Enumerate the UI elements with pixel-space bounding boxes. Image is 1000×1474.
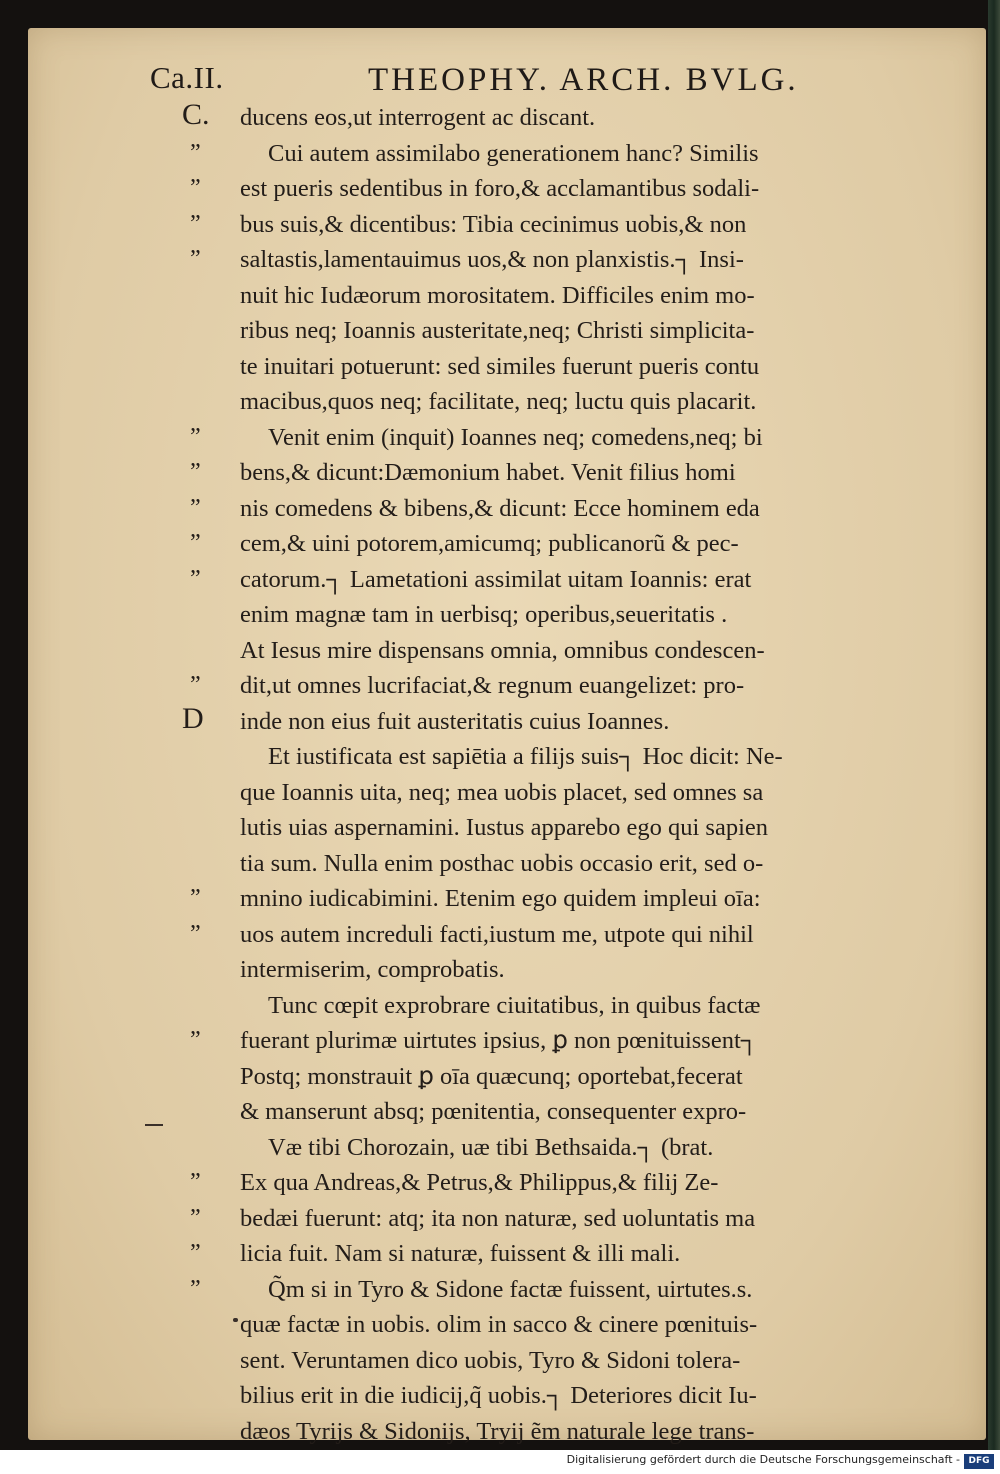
margin-quote-mark: ” (190, 210, 201, 237)
margin-quote-mark: ” (190, 1169, 201, 1195)
margin-quote-mark: ” (190, 672, 201, 698)
text-line: bus suis,& dicentibus: Tibia cecinimus uobis,& non (240, 210, 747, 238)
text-line: est pueris sedentibus in foro,& acclamantibus sodali- (240, 175, 760, 202)
margin-quote-mark: ” (190, 530, 201, 556)
margin-quote-mark: ” (190, 423, 201, 450)
text-line: Venit enim (inquit) Ioannes neq; comedens,neq; bi (268, 423, 763, 451)
text-line: Q̃m si in Tyro & Sidone factæ fuissent, uirtutes.s. (268, 1275, 753, 1303)
margin-quote-mark: ” (190, 1240, 201, 1266)
text-line: licia fuit. Nam si naturæ, fuissent & illi mali. (240, 1240, 681, 1267)
text-line: ribus neq; Ioannis austeritate,neq; Christi simplicita- (240, 317, 755, 344)
text-line: fuerant plurimæ uirtutes ipsius, ꝑ non pœnituissent┐ (240, 1027, 759, 1054)
text-line: nis comedens & bibens,& dicunt: Ecce hominem eda (240, 494, 760, 522)
page-text (240, 100, 940, 1449)
text-line: lutis uias aspernamini. Iustus apparebo ego qui sapien (240, 814, 768, 841)
text-line: cem,& uini potorem,amicumq; publicanorũ & pec- (240, 530, 739, 557)
text-line: quæ factæ in uobis. olim in sacco & cinere pœnituis- (240, 1311, 758, 1338)
text-line: & manserunt absq; pœnitentia, consequenter expro- (240, 1098, 747, 1125)
text-line: Cui autem assimilabo generationem hanc? Similis (268, 139, 759, 167)
margin-section-letter: D (182, 701, 204, 735)
dfg-logo: DFG (964, 1454, 994, 1469)
margin-quote-mark: ” (190, 1204, 201, 1231)
text-line: te inuitari potuerunt: sed similes fuerunt pueris contu (240, 352, 760, 380)
text-line: Tunc cœpit exprobrare ciuitatibus, in quibus factæ (268, 991, 761, 1019)
margin-mark (145, 1124, 163, 1126)
text-line: nuit hic Iudæorum morositatem. Difficiles enim mo- (240, 281, 755, 309)
margin-quote-mark: ” (190, 1275, 201, 1302)
text-line: bedæi fuerunt: atq; ita non naturæ, sed uoluntatis ma (240, 1204, 756, 1232)
margin-quote-mark: ” (190, 920, 201, 947)
text-line: saltastis,lamentauimus uos,& non planxistis.┐ Insi- (240, 246, 744, 273)
text-line: macibus,quos neq; facilitate, neq; luctu quis placarit. (240, 388, 757, 415)
margin-quote-mark: ” (190, 565, 201, 592)
margin-quote-mark: ” (190, 494, 201, 521)
text-line: tia sum. Nulla enim posthac uobis occasio erit, sed o- (240, 849, 764, 877)
text-line: catorum.┐ Lametationi assimilat uitam Ioannis: erat (240, 565, 752, 593)
running-header: THEOPHY. ARCH. BVLG. (368, 62, 799, 98)
text-line: uos autem increduli facti,iustum me, utpote qui nihil (240, 920, 754, 948)
margin-quote-mark: ” (190, 1027, 201, 1053)
margin-quote-mark: ” (190, 459, 201, 485)
margin-quote-mark: ” (190, 175, 201, 201)
margin-quote-mark: ” (190, 246, 201, 272)
chapter-marker: Ca.II. (150, 60, 224, 95)
text-line: dit,ut omnes lucrifaciat,& regnum euangelizet: pro- (240, 672, 745, 699)
margin-quote-mark: ” (190, 139, 201, 166)
text-line: inde non eius fuit austeritatis cuius Ioannes. (240, 707, 670, 735)
footer-credit: Digitalisierung gefördert durch die Deutsche Forschungsgemeinschaft - (566, 1453, 960, 1466)
ink-speck (233, 1318, 238, 1322)
text-line: enim magnæ tam in uerbisq; operibus,seueritatis . (240, 601, 728, 628)
text-line: Væ tibi Chorozain, uæ tibi Bethsaida.┐ (brat. (268, 1133, 714, 1161)
digitization-footer (0, 1450, 1000, 1474)
text-line: que Ioannis uita, neq; mea uobis placet, sed omnes sa (240, 778, 764, 806)
text-line: intermiserim, comprobatis. (240, 956, 505, 983)
text-line: sent. Veruntamen dico uobis, Tyro & Sidoni tolera- (240, 1346, 741, 1374)
text-line: Ex qua Andreas,& Petrus,& Philippus,& filij Ze- (240, 1169, 719, 1196)
book-spine-edge (988, 0, 1000, 1450)
text-line: Et iustificata est sapiētia a filijs suis┐ Hoc dicit: Ne- (268, 743, 783, 770)
text-line: bilius erit in die iudicij,q̃ uobis.┐ Deteriores dicit Iu- (240, 1382, 757, 1409)
text-line: dæos Tyrijs & Sidonijs, Tryij ẽm naturale lege trans- (240, 1417, 755, 1445)
text-line: At Iesus mire dispensans omnia, omnibus condescen- (240, 636, 765, 664)
text-line: mnino iudicabimini. Etenim ego quidem impleui oīa: (240, 885, 761, 912)
margin-section-letter: C. (182, 98, 210, 131)
text-line: ducens eos,ut interrogent ac discant. (240, 104, 596, 131)
margin-quote-mark: ” (190, 885, 201, 911)
text-line: Postq; monstrauit ꝑ oīa quæcunq; oportebat,fecerat (240, 1062, 743, 1090)
text-line: bens,& dicunt:Dæmonium habet. Venit filius homi (240, 459, 736, 486)
